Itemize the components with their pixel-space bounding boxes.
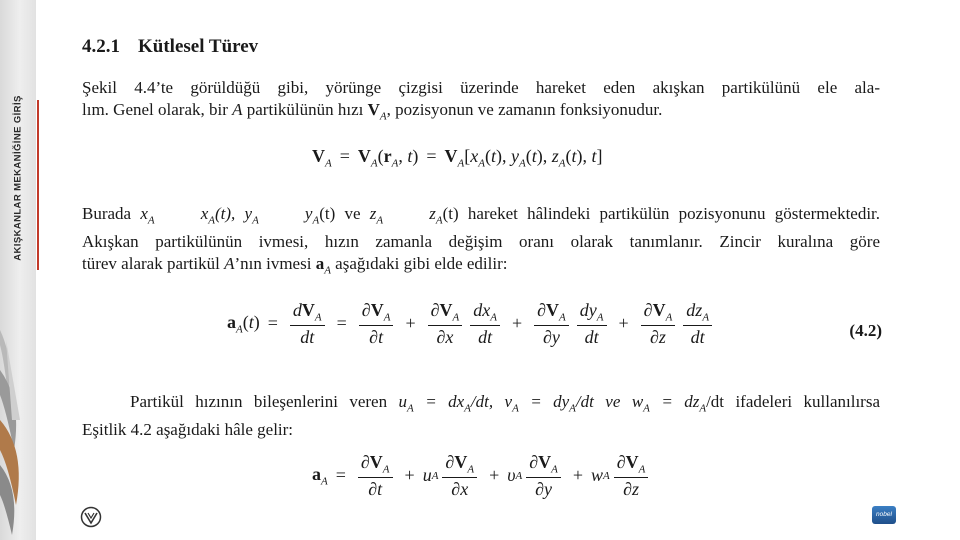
decorative-spikes-image <box>0 300 36 540</box>
section-heading <box>82 36 258 58</box>
sidebar-title: AKIŞKANLAR MEKANİĞİNE GİRİŞ <box>12 95 24 261</box>
section-number: 4.2.1 <box>82 36 120 57</box>
paragraph-1-line-1: Şekil 4.4’te görüldüğü gibi, yörünge çizgisi üzerinde hareket eden akışkan partikülünü ele ala- <box>82 78 880 97</box>
sidebar <box>0 0 36 540</box>
paragraph-2-line-2: Akışkan partikülünün ivmesi, hızın zamanla değişim oranı olarak tanımlanır. Zincir kuralına göre <box>82 232 880 252</box>
paragraph-2-line-1: Burada $x_A$ $x_A(t)$, $y_A$ $y_A(t)$ ve $z_A$ $z_A(t)$ hareket hâlindeki partikülün pozisyonunu göstermektedir. <box>82 204 881 227</box>
paragraph-1-line-2: lım. Genel olarak, bir A partikülünün hızı $V_A$, pozisyonun ve zamanın fonksiyonudur. <box>82 100 663 123</box>
paragraph-2-line-3: türev alarak partikül A’nın ivmesi $a_A$ aşağıdaki gibi elde edilir: <box>82 254 508 277</box>
paragraph-1 <box>82 77 880 127</box>
equation-material-derivative: $a_A$ = $\frac{\partial V_A}{\partial t}$ + u A $\frac{\partial V_A}{\partial x}$ + υ A $\frac{\partial V_A}{\partial y}$ + w A $\frac{\partial V_A}{\partial z}$ <box>312 452 652 500</box>
equation-velocity: $V_A = V_A(r_A$, $t) = V_A[x_A(t)$, $y_A(t)$, $z_A(t)$, t] <box>312 146 603 170</box>
emblem-logo-icon <box>80 506 102 528</box>
paragraph-3 <box>82 391 880 441</box>
equation-acceleration: $a_A(t)$ = $\frac{dV_A}{dt}$ = $\frac{\partial V_A}{\partial t}$ + $\frac{\partial V_A}{\partial x}$ $\frac{dx_A}{dt}$ + $\frac{\partial V_A}{\partial y}$ $\frac{dy_A}{dt}$ + $\frac{\partial V_A}{\partial z}$ $\frac{dz_A}{dt}$ <box>227 300 716 348</box>
equation-number: (4.2) <box>849 321 882 340</box>
section-title: Kütlesel Türev <box>138 36 259 57</box>
accent-divider <box>37 100 39 270</box>
publisher-logo: nobel <box>872 506 896 524</box>
paragraph-2 <box>82 203 880 282</box>
paragraph-3-line-1: Partikül hızının bileşenlerini veren $u_A = dx_A/dt$, $v_A = dy_A/dt$ ve $w_A = dz_A/dt$ ifadeleri kullanılırsa <box>130 392 880 415</box>
paragraph-3-line-2: Eşitlik 4.2 aşağıdaki hâle gelir: <box>82 420 294 440</box>
